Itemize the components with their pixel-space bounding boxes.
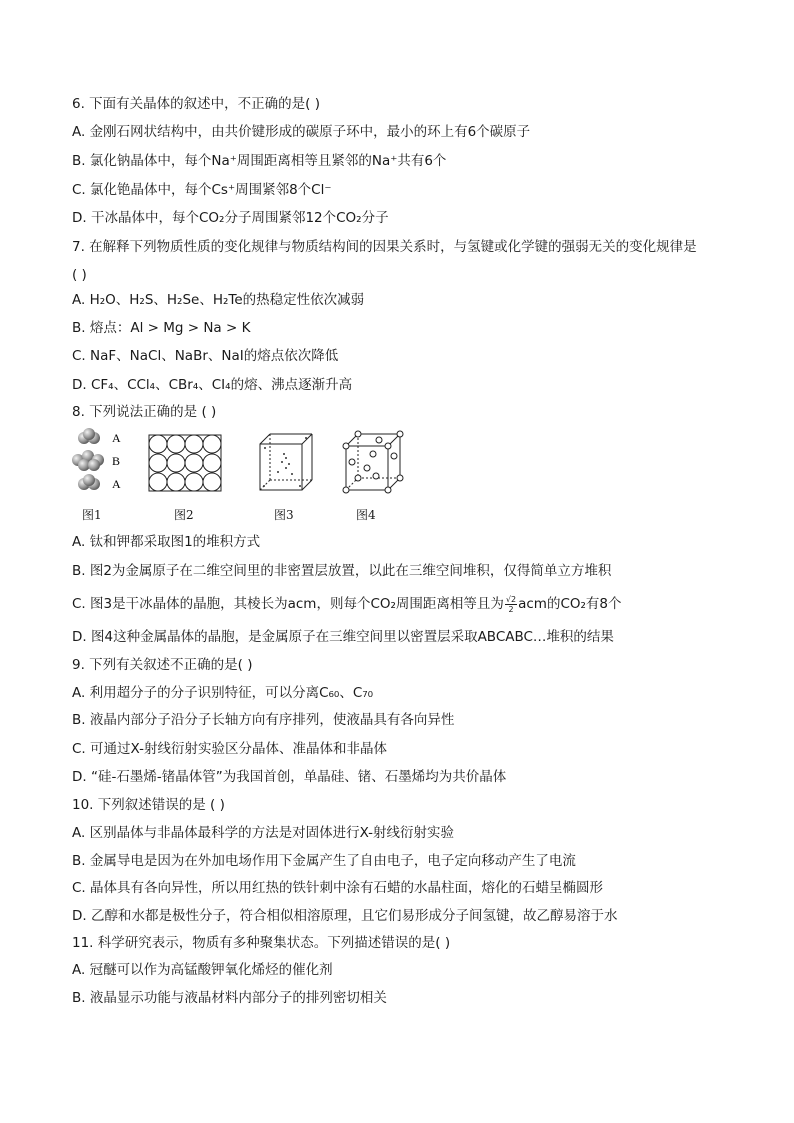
q9-stem: 9. 下列有关叙述不正确的是( )	[72, 657, 253, 673]
q6-option-c: C. 氯化铯晶体中，每个Cs⁺周围紧邻8个Cl⁻	[72, 182, 332, 198]
figure-4-fcc-cell	[340, 430, 404, 496]
q8-option-a: A. 钛和钾都采取图1的堆积方式	[72, 534, 261, 550]
q7-option-d: D. CF₄、CCl₄、CBr₄、CI₄的熔、沸点逐渐升高	[72, 377, 353, 393]
q10-option-c: C. 晶体具有各向异性，所以用红热的铁针刺中涂有石蜡的水晶柱面，熔化的石蜡呈椭圆形	[72, 880, 604, 896]
fig1-layer-label: A	[112, 431, 121, 445]
fraction-numerator: √2	[505, 594, 517, 604]
q8-option-d: D. 图4这种金属晶体的晶胞，是金属原子在三维空间里以密置层采取ABCABC…堆积的结果	[72, 629, 614, 645]
q10-option-a: A. 区别晶体与非晶体最科学的方法是对固体进行X-射线衍射实验	[72, 825, 455, 841]
figure-2-square-layer	[148, 434, 222, 492]
fig1-layer-label: A	[112, 477, 121, 491]
q6-option-a: A. 金刚石网状结构中，由共价键形成的碳原子环中，最小的环上有6个碳原子	[72, 124, 531, 140]
q8-option-b: B. 图2为金属原子在二维空间里的非密置层放置，以此在三维空间堆积，仅得简单立方堆积	[72, 563, 612, 579]
figure-2-caption: 图2	[174, 508, 194, 522]
sqrt2-over-2-fraction	[505, 595, 517, 614]
q11-option-a: A. 冠醚可以作为高锰酸钾氧化烯烃的催化剂	[72, 962, 333, 978]
q7-option-b: B. 熔点：Al > Mg > Na > K	[72, 320, 251, 336]
q9-option-a: A. 利用超分子的分子识别特征，可以分离C₆₀、C₇₀	[72, 685, 374, 701]
fig1-layer-label: B	[112, 454, 121, 468]
q7-stem-paren: ( )	[72, 267, 87, 283]
q7-option-a: A. H₂O、H₂S、H₂Se、H₂Te的热稳定性依次减弱	[72, 292, 365, 308]
figure-1-sphere-stacking	[70, 428, 130, 498]
q10-option-b: B. 金属导电是因为在外加电场作用下金属产生了自由电子，电子定向移动产生了电流	[72, 853, 576, 869]
q11-stem: 11. 科学研究表示，物质有多种聚集状态。下列描述错误的是( )	[72, 935, 451, 951]
q9-option-b: B. 液晶内部分子沿分子长轴方向有序排列，使液晶具有各向异性	[72, 712, 455, 728]
q6-option-b: B. 氯化钠晶体中，每个Na⁺周围距离相等且紧邻的Na⁺共有6个	[72, 153, 447, 169]
q8-figures	[70, 428, 430, 524]
figure-3-dry-ice-cell	[256, 432, 316, 494]
q9-option-c: C. 可通过X-射线衍射实验区分晶体、准晶体和非晶体	[72, 741, 387, 757]
q8-option-c-text: C. 图3是干冰晶体的晶胞，其棱长为acm，则每个CO₂周围距离相等且为	[72, 596, 504, 612]
q6-option-d: D. 干冰晶体中，每个CO₂分子周围紧邻12个CO₂分子	[72, 210, 389, 226]
figure-1-caption: 图1	[82, 508, 102, 522]
q8-option-c-text-end: acm的CO₂有8个	[518, 596, 622, 612]
q6-stem: 6. 下面有关晶体的叙述中，不正确的是( )	[72, 96, 320, 112]
q8-option-c	[72, 594, 622, 614]
q8-stem: 8. 下列说法正确的是 ( )	[72, 404, 217, 420]
q10-stem: 10. 下列叙述错误的是 ( )	[72, 797, 225, 813]
q9-option-d: D. “硅-石墨烯-锗晶体管”为我国首创，单晶硅、锗、石墨烯均为共价晶体	[72, 769, 507, 785]
q11-option-b: B. 液晶显示功能与液晶材料内部分子的排列密切相关	[72, 990, 387, 1006]
q7-option-c: C. NaF、NaCl、NaBr、NaI的熔点依次降低	[72, 348, 339, 364]
q7-stem: 7. 在解释下列物质性质的变化规律与物质结构间的因果关系时，与氢键或化学键的强弱无关的变化规律是	[72, 239, 697, 255]
figure-4-caption: 图4	[356, 508, 376, 522]
fraction-denominator: 2	[508, 604, 514, 614]
figure-3-caption: 图3	[274, 508, 294, 522]
q10-option-d: D. 乙醇和水都是极性分子，符合相似相溶原理，且它们易形成分子间氢键，故乙醇易溶于水	[72, 908, 618, 924]
